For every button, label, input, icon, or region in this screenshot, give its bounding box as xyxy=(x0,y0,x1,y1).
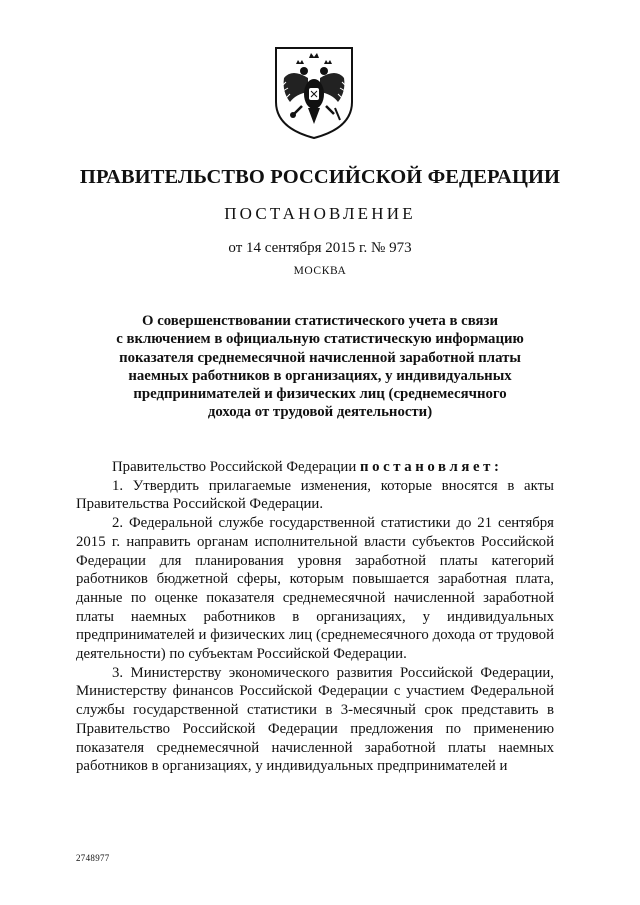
document-date-number: от 14 сентября 2015 г. № 973 xyxy=(228,240,412,256)
subject-line: с включением в официальную статистическую информацию xyxy=(116,331,524,348)
government-title: ПРАВИТЕЛЬСТВО РОССИЙСКОЙ ФЕДЕРАЦИИ xyxy=(79,166,561,188)
document-type: ПОСТАНОВЛЕНИЕ xyxy=(224,204,416,223)
subject-line: наемных работников в организациях, у индивидуальных xyxy=(128,367,512,384)
subject-line: показателя среднемесячной начисленной заработной платы xyxy=(119,349,521,366)
state-emblem-icon xyxy=(272,44,356,140)
preamble-decree-word: постановляет: xyxy=(359,459,503,475)
preamble-text: Правительство Российской Федерации xyxy=(112,459,360,475)
document-code: 2748977 xyxy=(76,853,110,863)
document-body xyxy=(76,458,554,776)
preamble-paragraph xyxy=(76,458,554,477)
subject-line: предпринимателей и физических лиц (среднемесячного xyxy=(133,386,507,403)
body-paragraph-3: 3. Министерству экономического развития Российской Федерации, Министерству финансов Российской Федерации с участием Федеральной службы государственной статистики в 3-месячный срок представить в Правительство Российской Федерации предложения по применению показателя среднемесячной начисленной заработной платы наемных работников в организациях, у индивидуальных предпринимателей и xyxy=(76,664,554,775)
subject-line: дохода от трудовой деятельности) xyxy=(207,404,433,421)
body-paragraph-1: 1. Утвердить прилагаемые изменения, которые вносятся в акты Правительства Российской Федерации. xyxy=(76,477,554,513)
body-paragraph-2: 2. Федеральной службе государственной статистики до 21 сентября 2015 г. направить органам исполнительной власти субъектов Российской Федерации для планирования уровня заработной платы категорий работников бюджетной сферы, которым повышается заработная плата, данные по оценке показателя среднемесячной начисленной заработной платы наемных работников в организациях, у индивидуальных предпринимателей и физических лиц (среднемесячного дохода от трудовой деятельности) по субъектам Российской Федерации. xyxy=(76,515,554,663)
document-city: МОСКВА xyxy=(293,265,347,277)
subject-line: О совершенствовании статистического учета в связи xyxy=(141,313,498,329)
document-subject xyxy=(96,312,544,422)
